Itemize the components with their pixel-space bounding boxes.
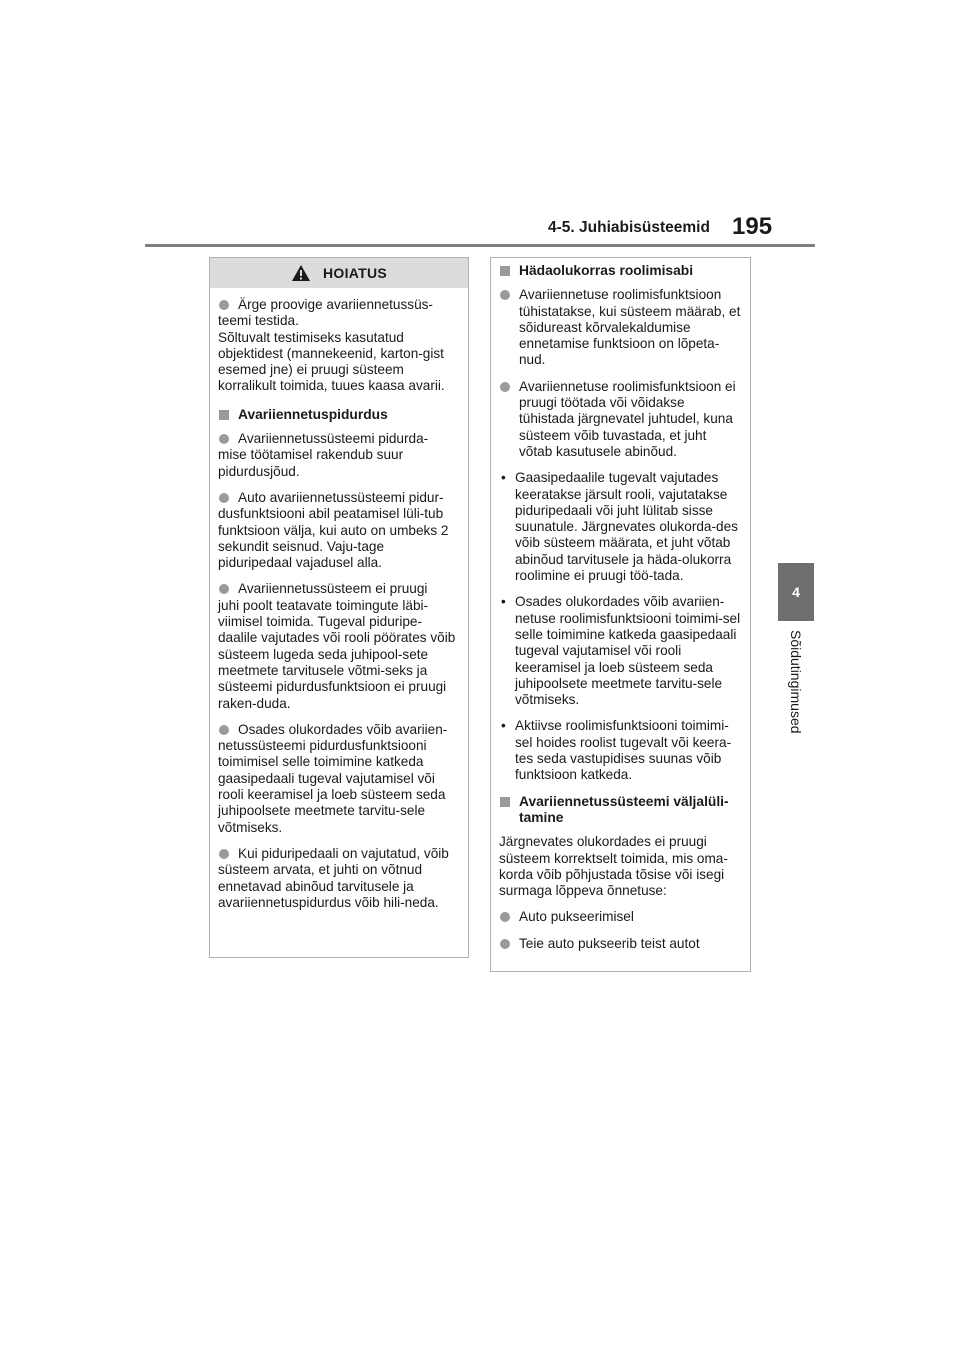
- bullet-dot-icon: [219, 300, 229, 310]
- item-rest: süsteem arvata, et juhti on võtnud ennetavad abinõud tarvitusele ja avariiennetuspidurdus võib hili-neda.: [218, 862, 439, 910]
- item-rest: dusfunktsiooni abil peatamisel lüli-tub funktsioon välja, kui auto on umbeks 2 sekundit seisnud. Vaju-tage piduripedaal vajadusel alla.: [218, 506, 449, 571]
- list-bullet-item: • Osades olukordades võib avariien-netuse roolimisfunktsiooni toimimi-sel selle toimimine katkeda gaasipedaali tugeval vajutamisel või rooli keeramisel ja loeb süsteem seda juhipoolsete meetmete tarvitu-sele võtmiseks.: [501, 594, 741, 708]
- bullet-glyph: •: [501, 718, 506, 734]
- bullet-dot-icon: [500, 939, 510, 949]
- warning-item: [218, 581, 460, 711]
- bullet-glyph: •: [501, 594, 506, 610]
- bullet-dot-icon: [219, 493, 229, 503]
- item-first-line: Kui piduripedaali on vajutatud, võib: [238, 845, 449, 861]
- bullet-dot-icon: [219, 584, 229, 594]
- chapter-title-text: Sõidutingimused: [788, 630, 804, 734]
- deactivation-item: Teie auto pukseerib teist autot: [499, 936, 742, 952]
- chapter-tab: 4: [778, 563, 814, 621]
- warning-box: [209, 257, 469, 958]
- item-first-line: Avariiennetussüsteemi pidurda-: [238, 431, 429, 447]
- deactivation-text: Järgnevates olukordades ei pruugi süsteem korrektselt toimida, mis oma-korda võib põhjustada tõsise või isegi surmaga lõppeva õnnetuse:: [499, 834, 728, 899]
- item-rest: juhi poolt teatavate toimingute läbi-viimisel toimida. Tugeval piduripe-daalile vajutades või rooli pöörates võib süsteem lugeda seda juhipool-sete meetmete tarvitusele võtmi-seks ja süsteemi pidurdusfunktsioon ei pruugi raken-duda.: [218, 597, 456, 711]
- item-rest: netussüsteemi pidurdusfunktsiooni toimimisel selle toimimine katkeda gaasipedaali tugeval vajutamisel või rooli keeramisel ja loeb süsteem seda juhipoolsete meetmete tarvitu-sele võtmiseks.: [218, 738, 446, 835]
- warning-intro-item: [218, 297, 460, 395]
- section-square-icon: [500, 797, 510, 807]
- bullet-dot-icon: [219, 434, 229, 444]
- item-first-line: Osades olukordades võib avariien-: [238, 721, 448, 737]
- item-rest: teemi testida. Sõltuvalt testimiseks kasutatud objektidest (mannekeenid, karton-gist esemed jne) ei pruugi süsteem korralikult toimida, tuues kaasa avarii.: [218, 313, 445, 394]
- header-rule: [145, 244, 815, 247]
- warning-item: [218, 490, 460, 571]
- bullet-dot-icon: [219, 725, 229, 735]
- steering-item: Avariiennetuse roolimisfunktsioon ei pruugi töötada või võidakse tühistada järgnevatel juhtudel, kuna süsteem võib tuvastada, et juht võtab kasutusele abinõud.: [499, 379, 742, 460]
- steering-item: Avariiennetuse roolimisfunktsioon tühistatakse, kui süsteem määrab, et sõidureast kõrvalekaldumise ennetamise funktsioon on lõpeta-nud.: [499, 287, 742, 368]
- chapter-title: [784, 630, 808, 760]
- section-heading-deactivation: Avariiennetussüsteemi väljalüli-tamine: [499, 794, 742, 827]
- item-first-line: Auto avariiennetussüsteemi pidur-: [238, 489, 444, 505]
- item-first-line: Avariiennetussüsteem ei pruugi: [238, 581, 428, 597]
- page-header-section: 4-5. Juhiabisüsteemid: [548, 219, 710, 236]
- bullet-dot-icon: [500, 290, 510, 300]
- section-heading-braking: Avariiennetuspidurdus: [218, 407, 460, 423]
- list-bullet-item: • Gaasipedaalile tugevalt vajutades keeratakse järsult rooli, vajutatakse piduripedaali või juht lülitab sisse suunatule. Järgnevates olukorda-des võib süsteem määrata, et juht võtab abinõud tarvitusele ja häda-olukorra roolimine ei pruugi töö-tada.: [501, 470, 738, 584]
- item-rest: mise töötamisel rakendub suur pidurdusjõud.: [218, 447, 404, 479]
- bullet-dot-icon: [219, 849, 229, 859]
- warning-item: [218, 431, 460, 480]
- warning-item: [218, 846, 460, 911]
- item-first-line: Ärge proovige avariiennetussüs-: [238, 297, 433, 312]
- warning-item: [218, 722, 460, 836]
- deactivation-item: Auto pukseerimisel: [499, 909, 742, 925]
- list-bullet-item: • Aktiivse roolimisfunktsiooni toimimi-sel hoides roolist tugevalt või keera-tes seda vastupidises suunas võib funktsioon katkeda.: [501, 718, 732, 783]
- section-heading-steering: Hädaolukorras roolimisabi: [499, 263, 742, 279]
- warning-title: HOIATUS: [322, 265, 388, 281]
- warning-header: [210, 258, 468, 288]
- page-number: 195: [732, 213, 773, 240]
- section-square-icon: [219, 410, 229, 420]
- warning-triangle-icon: [291, 264, 311, 282]
- steering-box: [490, 257, 751, 972]
- section-square-icon: [500, 266, 510, 276]
- bullet-dot-icon: [500, 382, 510, 392]
- bullet-dot-icon: [500, 912, 510, 922]
- bullet-glyph: •: [501, 470, 506, 486]
